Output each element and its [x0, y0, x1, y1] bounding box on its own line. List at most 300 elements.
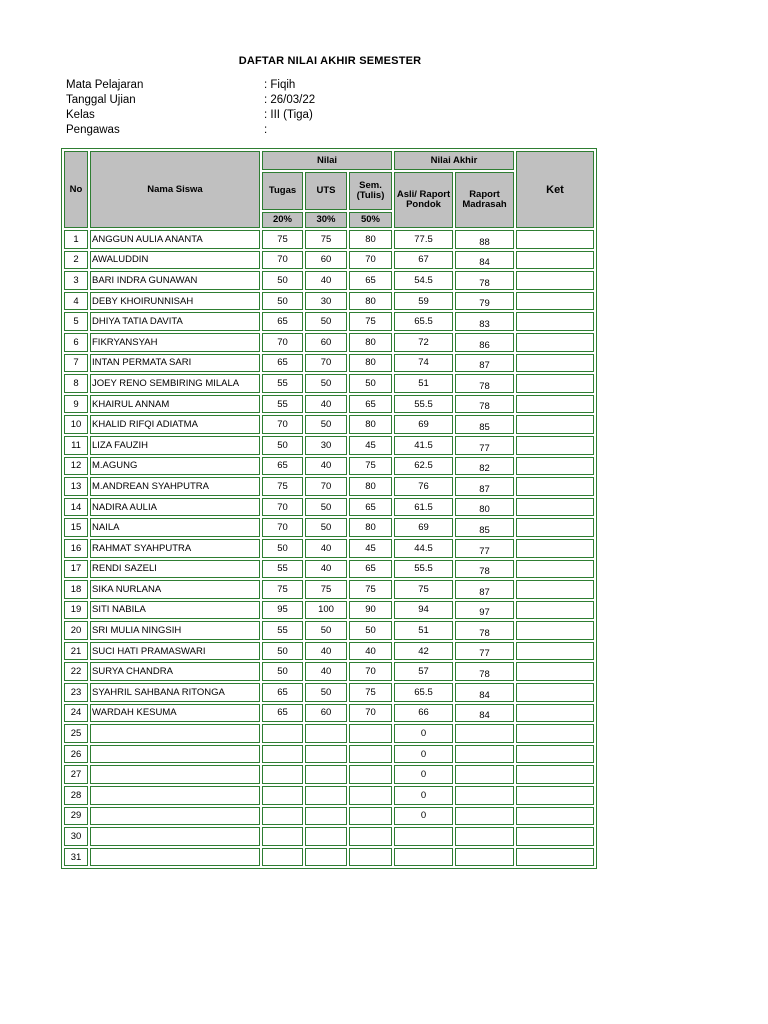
table-row: [64, 436, 594, 455]
cell-raport-madrasah: 86: [455, 333, 514, 352]
cell-uts: 70: [305, 354, 347, 373]
table-row: [64, 457, 594, 476]
cell-uts: 50: [305, 312, 347, 331]
cell-tugas: 70: [262, 415, 303, 434]
cell-raport-madrasah: 97: [455, 601, 514, 620]
cell-asli: 41.5: [394, 436, 453, 455]
header-pct-tugas: 20%: [262, 212, 303, 228]
cell-no: 8: [64, 374, 88, 393]
cell-sem: 80: [349, 354, 392, 373]
cell-no: 25: [64, 724, 88, 743]
cell-no: 1: [64, 230, 88, 249]
table-row: [64, 724, 594, 743]
cell-uts: 75: [305, 580, 347, 599]
cell-uts: 50: [305, 683, 347, 702]
cell-nama-siswa: [90, 807, 260, 826]
info-value: :: [264, 124, 268, 136]
cell-no: 29: [64, 807, 88, 826]
cell-raport-madrasah: 78: [455, 560, 514, 579]
cell-sem: [349, 745, 392, 764]
cell-tugas: 55: [262, 395, 303, 414]
cell-no: 17: [64, 560, 88, 579]
info-label: Pengawas: [66, 124, 120, 136]
cell-uts: 40: [305, 642, 347, 661]
cell-ket: [516, 765, 594, 784]
table-row: [64, 745, 594, 764]
table-row: [64, 333, 594, 352]
cell-raport-madrasah: 77: [455, 539, 514, 558]
cell-asli: 65.5: [394, 312, 453, 331]
info-row-tanggal-ujian: [66, 93, 466, 108]
cell-tugas: [262, 786, 303, 805]
document-title: DAFTAR NILAI AKHIR SEMESTER: [238, 55, 422, 67]
cell-uts: 30: [305, 292, 347, 311]
cell-asli: 0: [394, 745, 453, 764]
cell-nama-siswa: SRI MULIA NINGSIH: [90, 621, 260, 640]
cell-sem: [349, 765, 392, 784]
cell-sem: 80: [349, 333, 392, 352]
cell-tugas: 95: [262, 601, 303, 620]
grade-table-body: [64, 230, 594, 866]
cell-asli: 0: [394, 786, 453, 805]
cell-asli: 69: [394, 415, 453, 434]
cell-raport-madrasah: [455, 765, 514, 784]
cell-tugas: 65: [262, 312, 303, 331]
cell-no: 10: [64, 415, 88, 434]
cell-nama-siswa: NAILA: [90, 518, 260, 537]
table-row: [64, 621, 594, 640]
cell-sem: 75: [349, 683, 392, 702]
cell-no: 22: [64, 662, 88, 681]
cell-tugas: 70: [262, 498, 303, 517]
cell-sem: [349, 724, 392, 743]
cell-no: 5: [64, 312, 88, 331]
cell-uts: [305, 724, 347, 743]
cell-uts: [305, 807, 347, 826]
cell-tugas: 50: [262, 642, 303, 661]
cell-sem: [349, 827, 392, 846]
header-nama-siswa: Nama Siswa: [90, 151, 260, 228]
cell-ket: [516, 415, 594, 434]
cell-asli: 69: [394, 518, 453, 537]
cell-asli: 0: [394, 807, 453, 826]
cell-raport-madrasah: [455, 724, 514, 743]
cell-no: 28: [64, 786, 88, 805]
cell-tugas: 55: [262, 374, 303, 393]
cell-raport-madrasah: [455, 745, 514, 764]
cell-tugas: 75: [262, 477, 303, 496]
header-uts: UTS: [305, 172, 347, 210]
cell-ket: [516, 271, 594, 290]
cell-asli: 65.5: [394, 683, 453, 702]
cell-tugas: 50: [262, 292, 303, 311]
table-row: [64, 704, 594, 723]
table-row: [64, 560, 594, 579]
cell-ket: [516, 683, 594, 702]
cell-nama-siswa: M.ANDREAN SYAHPUTRA: [90, 477, 260, 496]
cell-tugas: 65: [262, 354, 303, 373]
cell-nama-siswa: FIKRYANSYAH: [90, 333, 260, 352]
cell-nama-siswa: [90, 765, 260, 784]
cell-nama-siswa: NADIRA AULIA: [90, 498, 260, 517]
cell-uts: [305, 786, 347, 805]
table-row: [64, 827, 594, 846]
cell-no: 31: [64, 848, 88, 867]
cell-no: 18: [64, 580, 88, 599]
cell-no: 20: [64, 621, 88, 640]
cell-tugas: [262, 765, 303, 784]
cell-no: 11: [64, 436, 88, 455]
cell-no: 15: [64, 518, 88, 537]
cell-raport-madrasah: 78: [455, 662, 514, 681]
info-value: : III (Tiga): [264, 109, 313, 121]
cell-asli: 62.5: [394, 457, 453, 476]
table-row: [64, 354, 594, 373]
cell-asli: 66: [394, 704, 453, 723]
cell-raport-madrasah: 84: [455, 251, 514, 270]
cell-tugas: 65: [262, 683, 303, 702]
info-label: Kelas: [66, 109, 95, 121]
cell-uts: 40: [305, 662, 347, 681]
cell-raport-madrasah: 85: [455, 415, 514, 434]
cell-uts: 40: [305, 395, 347, 414]
cell-no: 7: [64, 354, 88, 373]
cell-ket: [516, 374, 594, 393]
cell-asli: 72: [394, 333, 453, 352]
cell-sem: 90: [349, 601, 392, 620]
cell-raport-madrasah: [455, 786, 514, 805]
cell-nama-siswa: LIZA FAUZIH: [90, 436, 260, 455]
cell-nama-siswa: [90, 745, 260, 764]
cell-no: 13: [64, 477, 88, 496]
cell-no: 9: [64, 395, 88, 414]
cell-no: 6: [64, 333, 88, 352]
header-pct-uts: 30%: [305, 212, 347, 228]
cell-raport-madrasah: 87: [455, 580, 514, 599]
cell-sem: [349, 807, 392, 826]
cell-no: 12: [64, 457, 88, 476]
cell-ket: [516, 560, 594, 579]
cell-asli: 76: [394, 477, 453, 496]
cell-asli: [394, 848, 453, 867]
cell-raport-madrasah: 77: [455, 436, 514, 455]
table-row: [64, 662, 594, 681]
table-row: [64, 601, 594, 620]
cell-no: 23: [64, 683, 88, 702]
cell-sem: 45: [349, 539, 392, 558]
cell-uts: 30: [305, 436, 347, 455]
cell-nama-siswa: KHAIRUL ANNAM: [90, 395, 260, 414]
cell-uts: 40: [305, 560, 347, 579]
cell-raport-madrasah: [455, 807, 514, 826]
cell-uts: 50: [305, 621, 347, 640]
cell-no: 16: [64, 539, 88, 558]
info-row-mata-pelajaran: [66, 78, 466, 93]
cell-ket: [516, 312, 594, 331]
cell-nama-siswa: RENDI SAZELI: [90, 560, 260, 579]
info-label: Tanggal Ujian: [66, 94, 136, 106]
cell-sem: 80: [349, 292, 392, 311]
cell-tugas: 50: [262, 271, 303, 290]
cell-nama-siswa: [90, 848, 260, 867]
cell-sem: [349, 848, 392, 867]
info-label: Mata Pelajaran: [66, 79, 144, 91]
cell-uts: 70: [305, 477, 347, 496]
cell-raport-madrasah: 77: [455, 642, 514, 661]
cell-uts: [305, 827, 347, 846]
cell-tugas: 50: [262, 662, 303, 681]
cell-uts: [305, 745, 347, 764]
header-nilai: Nilai: [262, 151, 392, 170]
cell-nama-siswa: DHIYA TATIA DAVITA: [90, 312, 260, 331]
cell-tugas: 65: [262, 704, 303, 723]
cell-asli: 67: [394, 251, 453, 270]
info-row-kelas: [66, 108, 466, 123]
cell-tugas: 65: [262, 457, 303, 476]
cell-nama-siswa: JOEY RENO SEMBIRING MILALA: [90, 374, 260, 393]
table-row: [64, 539, 594, 558]
cell-sem: 65: [349, 498, 392, 517]
cell-ket: [516, 642, 594, 661]
cell-nama-siswa: M.AGUNG: [90, 457, 260, 476]
cell-asli: 42: [394, 642, 453, 661]
cell-ket: [516, 518, 594, 537]
cell-raport-madrasah: [455, 827, 514, 846]
header-asli-raport-pondok: Asli/ Raport Pondok: [394, 172, 453, 228]
cell-asli: 51: [394, 621, 453, 640]
header-ket: Ket: [516, 151, 594, 228]
cell-nama-siswa: RAHMAT SYAHPUTRA: [90, 539, 260, 558]
cell-nama-siswa: SYAHRIL SAHBANA RITONGA: [90, 683, 260, 702]
cell-ket: [516, 580, 594, 599]
cell-ket: [516, 498, 594, 517]
cell-raport-madrasah: 78: [455, 271, 514, 290]
cell-raport-madrasah: 78: [455, 374, 514, 393]
cell-asli: 0: [394, 724, 453, 743]
info-row-pengawas: [66, 123, 466, 138]
cell-nama-siswa: SUCI HATI PRAMASWARI: [90, 642, 260, 661]
cell-sem: 65: [349, 395, 392, 414]
header-raport-madrasah: Raport Madrasah: [455, 172, 514, 228]
cell-ket: [516, 601, 594, 620]
cell-no: 2: [64, 251, 88, 270]
cell-ket: [516, 292, 594, 311]
table-row: [64, 415, 594, 434]
cell-tugas: [262, 724, 303, 743]
cell-nama-siswa: WARDAH KESUMA: [90, 704, 260, 723]
cell-raport-madrasah: 78: [455, 621, 514, 640]
cell-sem: 80: [349, 477, 392, 496]
cell-no: 26: [64, 745, 88, 764]
cell-ket: [516, 395, 594, 414]
cell-nama-siswa: SIKA NURLANA: [90, 580, 260, 599]
table-row: [64, 807, 594, 826]
cell-raport-madrasah: 87: [455, 477, 514, 496]
cell-ket: [516, 704, 594, 723]
cell-sem: 80: [349, 230, 392, 249]
table-row: [64, 642, 594, 661]
cell-raport-madrasah: 82: [455, 457, 514, 476]
table-row: [64, 765, 594, 784]
cell-ket: [516, 786, 594, 805]
grade-table: [61, 148, 597, 869]
table-row: [64, 848, 594, 867]
table-row: [64, 518, 594, 537]
cell-asli: [394, 827, 453, 846]
cell-raport-madrasah: 88: [455, 230, 514, 249]
table-row: [64, 312, 594, 331]
cell-sem: 50: [349, 621, 392, 640]
table-row: [64, 251, 594, 270]
cell-tugas: 75: [262, 580, 303, 599]
header-no: No: [64, 151, 88, 228]
table-row: [64, 786, 594, 805]
cell-asli: 0: [394, 765, 453, 784]
cell-raport-madrasah: 78: [455, 395, 514, 414]
cell-sem: [349, 786, 392, 805]
cell-ket: [516, 662, 594, 681]
cell-uts: 40: [305, 539, 347, 558]
cell-tugas: 70: [262, 333, 303, 352]
cell-tugas: [262, 745, 303, 764]
cell-ket: [516, 827, 594, 846]
cell-tugas: 55: [262, 560, 303, 579]
cell-asli: 74: [394, 354, 453, 373]
table-row: [64, 271, 594, 290]
cell-no: 3: [64, 271, 88, 290]
table-row: [64, 395, 594, 414]
cell-raport-madrasah: [455, 848, 514, 867]
cell-uts: 75: [305, 230, 347, 249]
cell-uts: 60: [305, 333, 347, 352]
cell-tugas: 50: [262, 436, 303, 455]
cell-sem: 65: [349, 271, 392, 290]
cell-asli: 57: [394, 662, 453, 681]
cell-no: 24: [64, 704, 88, 723]
cell-asli: 59: [394, 292, 453, 311]
cell-ket: [516, 621, 594, 640]
cell-ket: [516, 251, 594, 270]
cell-uts: 40: [305, 457, 347, 476]
cell-no: 27: [64, 765, 88, 784]
table-row: [64, 374, 594, 393]
cell-ket: [516, 333, 594, 352]
cell-nama-siswa: [90, 786, 260, 805]
cell-uts: 50: [305, 415, 347, 434]
cell-ket: [516, 457, 594, 476]
cell-no: 30: [64, 827, 88, 846]
cell-raport-madrasah: 80: [455, 498, 514, 517]
cell-nama-siswa: INTAN PERMATA SARI: [90, 354, 260, 373]
cell-asli: 77.5: [394, 230, 453, 249]
table-row: [64, 580, 594, 599]
cell-nama-siswa: BARI INDRA GUNAWAN: [90, 271, 260, 290]
cell-sem: 70: [349, 704, 392, 723]
cell-asli: 61.5: [394, 498, 453, 517]
cell-tugas: [262, 827, 303, 846]
cell-sem: 65: [349, 560, 392, 579]
info-value: : 26/03/22: [264, 94, 316, 106]
cell-asli: 55.5: [394, 560, 453, 579]
cell-asli: 94: [394, 601, 453, 620]
cell-tugas: 70: [262, 518, 303, 537]
cell-tugas: 75: [262, 230, 303, 249]
cell-raport-madrasah: 84: [455, 683, 514, 702]
cell-raport-madrasah: 85: [455, 518, 514, 537]
cell-asli: 54.5: [394, 271, 453, 290]
cell-sem: 50: [349, 374, 392, 393]
cell-no: 14: [64, 498, 88, 517]
cell-asli: 44.5: [394, 539, 453, 558]
cell-uts: 50: [305, 374, 347, 393]
cell-raport-madrasah: 79: [455, 292, 514, 311]
cell-no: 21: [64, 642, 88, 661]
cell-ket: [516, 354, 594, 373]
cell-asli: 55.5: [394, 395, 453, 414]
cell-tugas: [262, 807, 303, 826]
header-nilai-akhir: Nilai Akhir: [394, 151, 514, 170]
table-row: [64, 498, 594, 517]
cell-ket: [516, 436, 594, 455]
cell-ket: [516, 745, 594, 764]
header-pct-sem: 50%: [349, 212, 392, 228]
cell-sem: 80: [349, 415, 392, 434]
cell-no: 4: [64, 292, 88, 311]
cell-nama-siswa: AWALUDDIN: [90, 251, 260, 270]
cell-ket: [516, 807, 594, 826]
cell-sem: 70: [349, 251, 392, 270]
cell-raport-madrasah: 87: [455, 354, 514, 373]
table-row: [64, 292, 594, 311]
cell-uts: 100: [305, 601, 347, 620]
cell-sem: 75: [349, 457, 392, 476]
cell-uts: [305, 848, 347, 867]
cell-sem: 70: [349, 662, 392, 681]
cell-asli: 51: [394, 374, 453, 393]
cell-nama-siswa: SURYA CHANDRA: [90, 662, 260, 681]
cell-nama-siswa: [90, 827, 260, 846]
info-block: [66, 78, 466, 138]
cell-ket: [516, 724, 594, 743]
table-row: [64, 477, 594, 496]
cell-ket: [516, 230, 594, 249]
info-value: : Fiqih: [264, 79, 296, 91]
cell-sem: 40: [349, 642, 392, 661]
cell-asli: 75: [394, 580, 453, 599]
cell-tugas: 50: [262, 539, 303, 558]
cell-sem: 45: [349, 436, 392, 455]
cell-nama-siswa: SITI NABILA: [90, 601, 260, 620]
cell-tugas: [262, 848, 303, 867]
cell-nama-siswa: [90, 724, 260, 743]
cell-uts: 60: [305, 704, 347, 723]
cell-nama-siswa: ANGGUN AULIA ANANTA: [90, 230, 260, 249]
cell-ket: [516, 477, 594, 496]
cell-uts: [305, 765, 347, 784]
cell-uts: 50: [305, 498, 347, 517]
cell-raport-madrasah: 84: [455, 704, 514, 723]
table-row: [64, 683, 594, 702]
cell-uts: 60: [305, 251, 347, 270]
cell-sem: 80: [349, 518, 392, 537]
cell-sem: 75: [349, 580, 392, 599]
header-tugas: Tugas: [262, 172, 303, 210]
cell-sem: 75: [349, 312, 392, 331]
table-row: [64, 230, 594, 249]
cell-raport-madrasah: 83: [455, 312, 514, 331]
cell-uts: 40: [305, 271, 347, 290]
cell-tugas: 55: [262, 621, 303, 640]
